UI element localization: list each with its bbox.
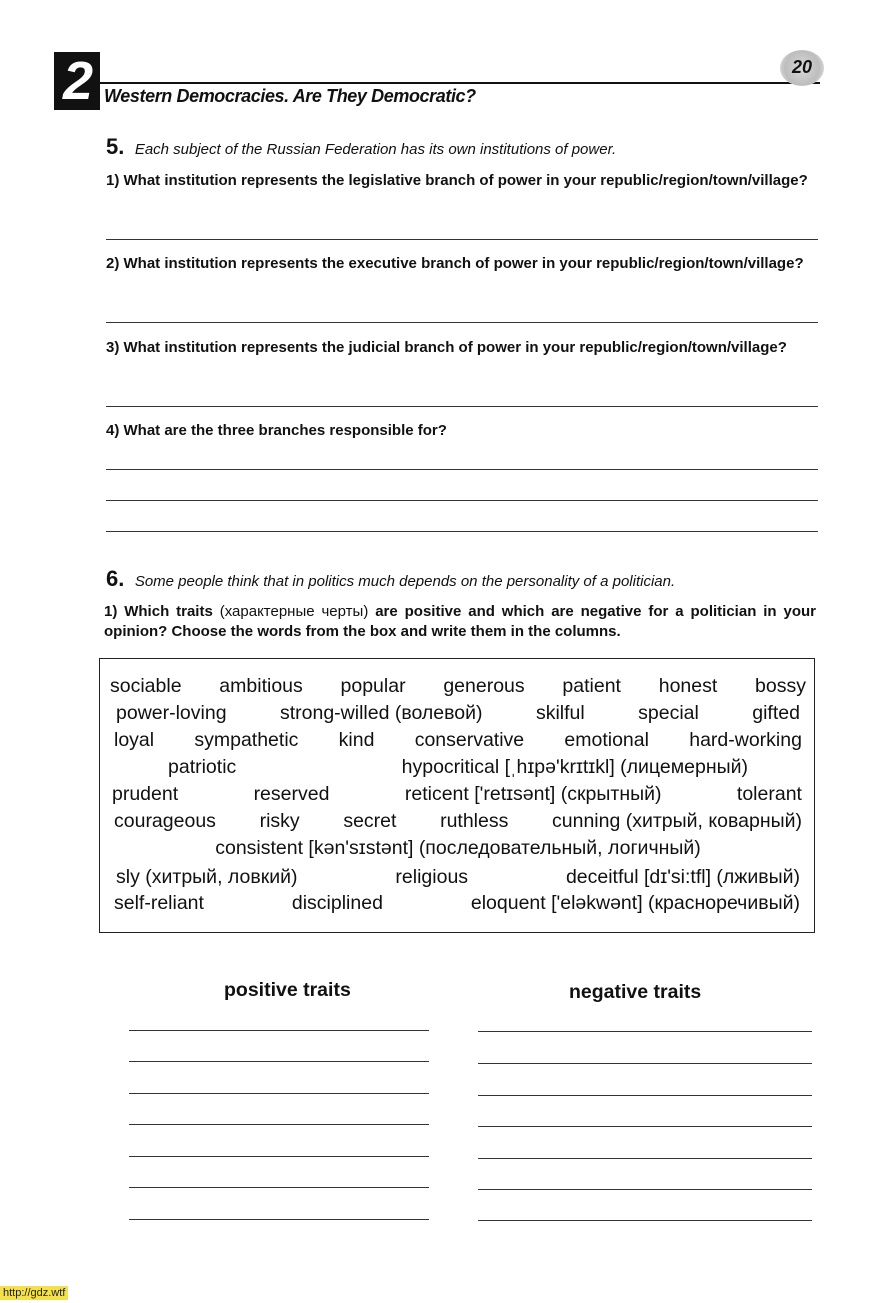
question-4: 4) What are the three branches responsible for? — [106, 422, 447, 439]
negative-answer-line[interactable] — [478, 1158, 812, 1159]
word: courageous — [114, 810, 216, 832]
question-2: 2) What institution represents the executive branch of power in your republic/region/town/village? — [106, 255, 804, 272]
chapter-title: Western Democracies. Are They Democratic? — [104, 86, 476, 106]
word-row — [168, 756, 748, 779]
word: kind — [338, 729, 375, 751]
negative-answer-line[interactable] — [478, 1063, 812, 1064]
word: self-reliant — [114, 892, 204, 914]
exercise-5-header — [106, 134, 616, 160]
word: conservative — [414, 729, 525, 751]
word: reticent ['retɪsənt] (скрытный) — [404, 783, 662, 805]
exercise-number: 5. — [106, 134, 125, 159]
answer-line[interactable] — [106, 531, 818, 532]
negative-answer-line[interactable] — [478, 1220, 812, 1221]
word: tolerant — [736, 783, 802, 805]
positive-answer-line[interactable] — [129, 1187, 429, 1188]
word-row — [112, 783, 802, 806]
word: honest — [658, 675, 718, 697]
word: skilful — [535, 702, 585, 724]
word-row — [114, 810, 802, 833]
question-text-russian: (характерные черты) — [212, 603, 376, 620]
word: special — [638, 702, 699, 724]
word: popular — [340, 675, 406, 697]
negative-answer-line[interactable] — [478, 1095, 812, 1096]
negative-answer-line[interactable] — [478, 1126, 812, 1127]
word: secret — [343, 810, 397, 832]
word: cunning (хитрый, коварный) — [552, 810, 802, 832]
word-row — [198, 837, 718, 860]
word-row — [110, 675, 806, 698]
word: ruthless — [440, 810, 509, 832]
word: generous — [443, 675, 525, 697]
positive-answer-line[interactable] — [129, 1061, 429, 1062]
chapter-badge: 2 — [54, 52, 100, 110]
word-row — [116, 702, 800, 725]
exercise-instruction: Some people think that in politics much depends on the personality of a politician. — [134, 573, 676, 590]
header-rule — [100, 82, 820, 84]
word-row — [114, 729, 802, 752]
question-text-bold: are positive and which are negative for a politician in your opinion? Choose the words from the box and write them in the columns. — [104, 603, 816, 640]
question-1: 1) What institution represents the legislative branch of power in your republic/region/town/village? — [106, 172, 808, 189]
word-row — [114, 892, 800, 915]
answer-line[interactable] — [106, 406, 818, 407]
word: hypocritical [ˌhɪpə'krɪtɪkl] (лицемерный) — [401, 756, 748, 778]
word: hard-working — [689, 729, 802, 751]
page-number: 20 — [780, 50, 824, 86]
word: sociable — [110, 675, 182, 697]
word: religious — [395, 866, 469, 888]
word: patriotic — [168, 756, 237, 778]
word-box — [99, 658, 815, 933]
question-text-bold: 1) Which traits — [104, 603, 213, 620]
answer-line[interactable] — [106, 500, 818, 501]
answer-line[interactable] — [106, 322, 818, 323]
word: reserved — [253, 783, 330, 805]
negative-answer-line[interactable] — [478, 1189, 812, 1190]
word: strong-willed (волевой) — [279, 702, 483, 724]
exercise-number: 6. — [106, 566, 125, 591]
exercise-6-question — [104, 602, 816, 642]
word: bossy — [755, 675, 806, 697]
word: emotional — [564, 729, 649, 751]
answer-line[interactable] — [106, 239, 818, 240]
word: power-loving — [116, 702, 227, 724]
positive-answer-line[interactable] — [129, 1124, 429, 1125]
negative-traits-heading: negative traits — [569, 981, 702, 1003]
word: sly (хитрый, ловкий) — [116, 866, 298, 888]
exercise-6-header — [106, 566, 675, 592]
answer-line[interactable] — [106, 469, 818, 470]
word: patient — [562, 675, 621, 697]
positive-answer-line[interactable] — [129, 1219, 429, 1220]
word: consistent [kən'sɪstənt] (последовательный, логичный) — [215, 837, 701, 859]
word: disciplined — [291, 892, 383, 914]
positive-traits-heading: positive traits — [224, 979, 351, 1001]
positive-answer-line[interactable] — [129, 1093, 429, 1094]
word: gifted — [752, 702, 800, 724]
negative-answer-line[interactable] — [478, 1031, 812, 1032]
word: loyal — [114, 729, 155, 751]
word: deceitful [dɪ'si:tfl] (лживый) — [565, 866, 800, 888]
word: ambitious — [219, 675, 303, 697]
word: prudent — [112, 783, 179, 805]
positive-answer-line[interactable] — [129, 1030, 429, 1031]
question-3: 3) What institution represents the judicial branch of power in your republic/region/town/village? — [106, 339, 787, 356]
exercise-instruction: Each subject of the Russian Federation has its own institutions of power. — [134, 141, 617, 158]
word: risky — [259, 810, 300, 832]
word: sympathetic — [194, 729, 299, 751]
positive-answer-line[interactable] — [129, 1156, 429, 1157]
watermark-link[interactable]: http://gdz.wtf — [0, 1286, 68, 1300]
word-row — [116, 866, 800, 889]
word: eloquent ['eləkwənt] (красноречивый) — [470, 892, 800, 914]
